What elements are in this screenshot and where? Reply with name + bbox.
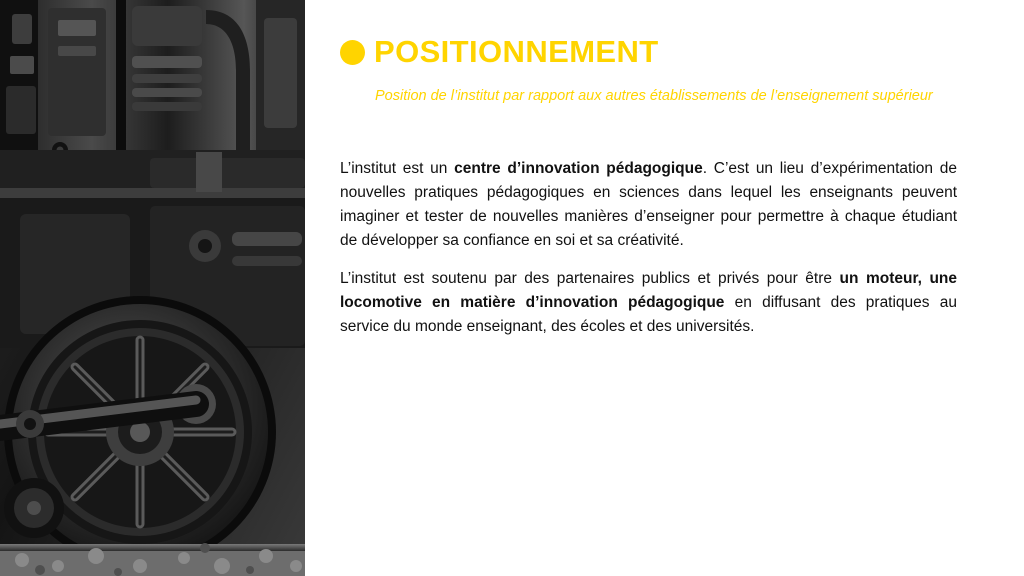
paragraph-2: L’institut est soutenu par des partenaires publics et privés pour être un moteur, une locomotive en matière d’innovation pédagogique en diffusant des pratiques au service du monde enseignant, des écoles et des universités. (340, 270, 958, 336)
filled-circle-icon (340, 40, 365, 65)
title-row (340, 36, 659, 69)
page-subtitle: Position de l’institut par rapport aux autres établissements de l’enseignement supérieur (375, 88, 933, 104)
paragraph-1: L’institut est un centre d’innovation pédagogique. C’est un lieu d’expérimentation de nouvelles pratiques pédagogiques en sciences dans lequel les enseignants peuvent imaginer et tester de nouvelles manières d’enseigner pour permettre à chaque étudiant de développer sa confiance en soi et sa créativité. (340, 160, 957, 250)
body-text (340, 157, 957, 339)
slide-content (305, 0, 1024, 576)
locomotive-photo-graphic (0, 0, 305, 576)
locomotive-photo (0, 0, 305, 576)
page-title: POSITIONNEMENT (374, 34, 659, 69)
